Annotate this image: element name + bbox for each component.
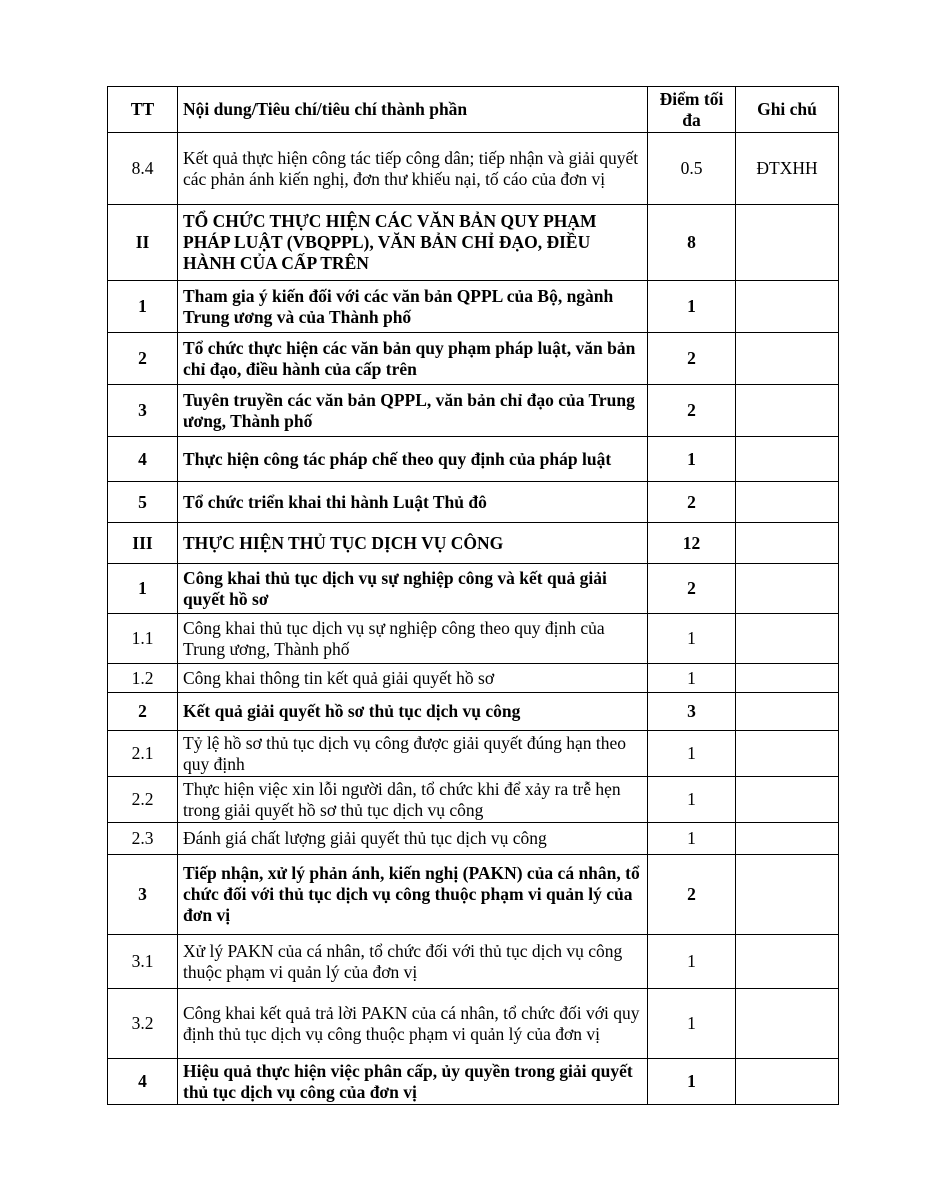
cell-max-score: 2 bbox=[648, 564, 736, 614]
cell-tt: 2.2 bbox=[108, 777, 178, 823]
table-row bbox=[108, 333, 839, 385]
header-note: Ghi chú bbox=[736, 87, 839, 133]
table-row bbox=[108, 205, 839, 281]
cell-note bbox=[736, 205, 839, 281]
cell-content: Tiếp nhận, xử lý phản ánh, kiến nghị (PAKN) của cá nhân, tổ chức đối với thủ tục dịch vụ công thuộc phạm vi quản lý của đơn vị bbox=[178, 855, 648, 935]
cell-tt: 5 bbox=[108, 482, 178, 523]
table-row bbox=[108, 693, 839, 731]
cell-tt: 2.3 bbox=[108, 823, 178, 855]
table-body bbox=[108, 133, 839, 1105]
cell-content: Tham gia ý kiến đối với các văn bản QPPL của Bộ, ngành Trung ương và của Thành phố bbox=[178, 281, 648, 333]
cell-max-score: 1 bbox=[648, 777, 736, 823]
cell-max-score: 12 bbox=[648, 523, 736, 564]
table-row bbox=[108, 855, 839, 935]
table-row bbox=[108, 482, 839, 523]
cell-content: Tuyên truyền các văn bản QPPL, văn bản chỉ đạo của Trung ương, Thành phố bbox=[178, 385, 648, 437]
cell-note bbox=[736, 664, 839, 693]
cell-max-score: 1 bbox=[648, 664, 736, 693]
cell-content: Kết quả thực hiện công tác tiếp công dân; tiếp nhận và giải quyết các phản ánh kiến nghị, đơn thư khiếu nại, tố cáo của đơn vị bbox=[178, 133, 648, 205]
cell-note bbox=[736, 564, 839, 614]
cell-note bbox=[736, 823, 839, 855]
header-max-score: Điểm tối đa bbox=[648, 87, 736, 133]
cell-max-score: 1 bbox=[648, 935, 736, 989]
header-content: Nội dung/Tiêu chí/tiêu chí thành phần bbox=[178, 87, 648, 133]
cell-note bbox=[736, 777, 839, 823]
table-row bbox=[108, 437, 839, 482]
cell-note bbox=[736, 385, 839, 437]
cell-max-score: 2 bbox=[648, 855, 736, 935]
cell-max-score: 1 bbox=[648, 989, 736, 1059]
table-row bbox=[108, 731, 839, 777]
cell-content: Kết quả giải quyết hồ sơ thủ tục dịch vụ công bbox=[178, 693, 648, 731]
cell-note bbox=[736, 482, 839, 523]
cell-content: Xử lý PAKN của cá nhân, tổ chức đối với thủ tục dịch vụ công thuộc phạm vi quản lý của đơn vị bbox=[178, 935, 648, 989]
cell-content: Thực hiện công tác pháp chế theo quy định của pháp luật bbox=[178, 437, 648, 482]
cell-note bbox=[736, 855, 839, 935]
table-row bbox=[108, 664, 839, 693]
cell-tt: 2 bbox=[108, 333, 178, 385]
cell-content: Công khai thủ tục dịch vụ sự nghiệp công theo quy định của Trung ương, Thành phố bbox=[178, 614, 648, 664]
criteria-table bbox=[107, 86, 839, 1105]
cell-max-score: 2 bbox=[648, 333, 736, 385]
cell-tt: 1.1 bbox=[108, 614, 178, 664]
cell-max-score: 1 bbox=[648, 731, 736, 777]
cell-max-score: 2 bbox=[648, 482, 736, 523]
cell-tt: 4 bbox=[108, 437, 178, 482]
cell-note bbox=[736, 1059, 839, 1105]
cell-tt: III bbox=[108, 523, 178, 564]
cell-tt: 3 bbox=[108, 855, 178, 935]
table-row bbox=[108, 1059, 839, 1105]
cell-max-score: 1 bbox=[648, 281, 736, 333]
table-header-row bbox=[108, 87, 839, 133]
table-row bbox=[108, 989, 839, 1059]
cell-tt: 3.1 bbox=[108, 935, 178, 989]
cell-note bbox=[736, 281, 839, 333]
cell-note bbox=[736, 989, 839, 1059]
cell-content: TỔ CHỨC THỰC HIỆN CÁC VĂN BẢN QUY PHẠM PHÁP LUẬT (VBQPPL), VĂN BẢN CHỈ ĐẠO, ĐIỀU HÀNH CỦA CẤP TRÊN bbox=[178, 205, 648, 281]
cell-note: ĐTXHH bbox=[736, 133, 839, 205]
cell-tt: 3.2 bbox=[108, 989, 178, 1059]
cell-note bbox=[736, 333, 839, 385]
cell-max-score: 1 bbox=[648, 823, 736, 855]
cell-content: Hiệu quả thực hiện việc phân cấp, ủy quyền trong giải quyết thủ tục dịch vụ công của đơn vị bbox=[178, 1059, 648, 1105]
table-row bbox=[108, 564, 839, 614]
cell-note bbox=[736, 693, 839, 731]
cell-note bbox=[736, 731, 839, 777]
cell-max-score: 2 bbox=[648, 385, 736, 437]
table-row bbox=[108, 133, 839, 205]
header-tt: TT bbox=[108, 87, 178, 133]
table-row bbox=[108, 523, 839, 564]
cell-max-score: 1 bbox=[648, 614, 736, 664]
table-row bbox=[108, 385, 839, 437]
cell-tt: II bbox=[108, 205, 178, 281]
cell-content: Công khai kết quả trả lời PAKN của cá nhân, tổ chức đối với quy định thủ tục dịch vụ công thuộc phạm vi quản lý của đơn vị bbox=[178, 989, 648, 1059]
cell-tt: 4 bbox=[108, 1059, 178, 1105]
cell-note bbox=[736, 935, 839, 989]
cell-content: Công khai thông tin kết quả giải quyết hồ sơ bbox=[178, 664, 648, 693]
cell-max-score: 1 bbox=[648, 1059, 736, 1105]
cell-content: Tổ chức triển khai thi hành Luật Thủ đô bbox=[178, 482, 648, 523]
table-row bbox=[108, 777, 839, 823]
cell-note bbox=[736, 523, 839, 564]
cell-content: Đánh giá chất lượng giải quyết thủ tục dịch vụ công bbox=[178, 823, 648, 855]
cell-content: Thực hiện việc xin lỗi người dân, tổ chức khi để xảy ra trễ hẹn trong giải quyết hồ sơ thủ tục dịch vụ công bbox=[178, 777, 648, 823]
table-row bbox=[108, 935, 839, 989]
table-row bbox=[108, 823, 839, 855]
cell-tt: 8.4 bbox=[108, 133, 178, 205]
cell-max-score: 1 bbox=[648, 437, 736, 482]
cell-content: Tổ chức thực hiện các văn bản quy phạm pháp luật, văn bản chỉ đạo, điều hành của cấp trên bbox=[178, 333, 648, 385]
cell-tt: 2.1 bbox=[108, 731, 178, 777]
cell-tt: 2 bbox=[108, 693, 178, 731]
cell-content: Tỷ lệ hồ sơ thủ tục dịch vụ công được giải quyết đúng hạn theo quy định bbox=[178, 731, 648, 777]
cell-note bbox=[736, 614, 839, 664]
cell-tt: 1 bbox=[108, 281, 178, 333]
cell-tt: 1.2 bbox=[108, 664, 178, 693]
cell-content: THỰC HIỆN THỦ TỤC DỊCH VỤ CÔNG bbox=[178, 523, 648, 564]
cell-tt: 3 bbox=[108, 385, 178, 437]
cell-max-score: 0.5 bbox=[648, 133, 736, 205]
cell-max-score: 8 bbox=[648, 205, 736, 281]
cell-note bbox=[736, 437, 839, 482]
table-row bbox=[108, 614, 839, 664]
cell-max-score: 3 bbox=[648, 693, 736, 731]
cell-tt: 1 bbox=[108, 564, 178, 614]
cell-content: Công khai thủ tục dịch vụ sự nghiệp công và kết quả giải quyết hồ sơ bbox=[178, 564, 648, 614]
table-row bbox=[108, 281, 839, 333]
